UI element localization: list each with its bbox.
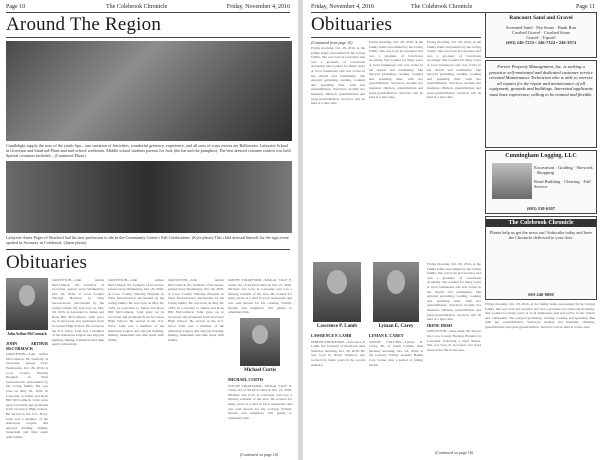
right-far-col-text: Friday morning, Oct. 28, 2016, at the family home surrounded by her loving family. She was born in Lancaster and was a graduate of Colebrook Academy. She worked for many years at local businesses and was active in her church and community. She enjoyed gardening, reading, cooking and spending time with her grandchildren. Survivors include her husband, children, grandchildren and great-grandchildren. Services will be held at a later date.: [485, 302, 595, 329]
obit-top-rule: [6, 249, 290, 250]
john-mccormack-portrait: [6, 278, 48, 330]
lawrence-lamb-portrait: [313, 262, 361, 322]
excavator-image: [492, 163, 532, 199]
irish-headline: IRENE IRISH: [427, 322, 453, 328]
lyman-text: SOUTH COLLINS—Lyman E. Carey, 86, of South Collins, died Monday morning, Oct. 24, 2016, at the Country Village Genesis Health Care Center after a period of failing health.: [369, 339, 423, 367]
around-region-heading: Around The Region: [6, 14, 162, 35]
rancourt-ad: [485, 12, 597, 58]
lyman-carey-portrait: [373, 262, 419, 322]
left-continued: (Continued on page 16): [240, 452, 279, 457]
right-col3: Friday morning, Oct. 28, 2016, at the family home surrounded by her loving family. She was born in Lancaster and was a graduate of Colebrook Academy. She worked for many years at local businesses and was active in her church and community. She enjoyed gardening, reading, cooking and spending time with her grandchildren. Survivors include her husband, children, grandchildren and great-grandchildren. Services will be held at a later date.: [427, 40, 481, 100]
right-folio-page: Page 11: [576, 4, 595, 10]
cunningham-phone: (603) 538-6307: [526, 206, 556, 211]
john-mccormack-name: John Arthur McCormack: [7, 332, 47, 336]
obit1-text: GROVETON—John Arthur McCormack, 83, formerly of Groveton, passed away Wednesday, Oct. 26, 2016, at Coos County Nursing Hospital in West Stewartstown surrounded by his loving family. He was born on May 29, 1933, in Lancaster to James and Rose Hill McCormack. John grew up in Groveton and graduated from Groveton High School. He served in the U.S. Navy. John was a member of the American Legion and enjoyed hunting, fishing, basketball and time spent with family.: [6, 352, 48, 439]
obit1-headline: JOHN ARTHUR McCORMACK: [6, 341, 48, 351]
continued-from: (Continued from page 10): [311, 40, 353, 45]
right-folio-date: Friday, November 4, 2016: [311, 4, 375, 10]
lawrence-headline: LAWRENCE P. LAMB: [311, 333, 352, 338]
lawrence-text: NORTH STRATFORD—Lawrence P. Lamb, 84, formerly of Stratford, died Saturday morning, Oct. 29, 2016. He was born in North Stratford and worked for many years in the woods industry.: [311, 339, 365, 367]
rancourt-line1: Screened Sand · Pea Stone · Bank Run: [505, 25, 577, 30]
cunningham-line2: Road Building · Clearing · Full Service: [534, 179, 591, 189]
right-folio-paper: The Colebrook Chronicle: [411, 4, 473, 10]
rancourt-title: Rancourt Sand and Gravel: [509, 15, 573, 21]
community-center-photo: [6, 161, 292, 233]
michael-curtis-name: Michael Curtis: [243, 368, 277, 373]
lyman-col: [369, 332, 423, 454]
page-gutter: [298, 0, 303, 460]
obit1-col3: GROVETON—John Arthur McCormack, 83, formerly of Groveton, passed away Wednesday, Oct. 26, 2016, at Coos County Nursing Hospital in West Stewartstown surrounded by his loving family. He was born on May 29, 1933, in Lancaster to James and Rose Hill McCormack. John grew up in Groveton and graduated from Groveton High School. He served in the U.S. Navy. John was a member of the American Legion and enjoyed hunting, fishing, basketball and time spent with family.: [108, 278, 164, 342]
obit2-headline: MICHAEL CURTIS: [228, 377, 264, 382]
irish-lead-text: Friday morning, Oct. 28, 2016, at the family home surrounded by her loving family. She was born in Lancaster and was a graduate of Colebrook Academy. She worked for many years at local businesses and was active in her church and community. She enjoyed gardening, reading, cooking and spending time with her grandchildren. Survivors include her husband, children, grandchildren and great-grandchildren. Services will be held at a later date.: [427, 262, 481, 322]
left-top-rule: [6, 12, 290, 13]
photo1-caption: Candlelight supply the tone of the youth Spa... one variation of festivities, wonderful greenery, experience, and all sorts of ways moves are Halloween. Lafayette School in Groveton and Stratford-Plans and mid-school weekends. Middle school students parents for Jack (the hat and the pumpkin). The best dressed costume contest was held Special costumes included... (Continued Photo): [6, 143, 291, 158]
photo2-caption: Lafayette Ames Pages of Stratford had his new profession to tile in the Community Center's Fall Celebrations. (Kyle photo) This child dressed himself for the sign event spotted in Swanzey in Colebrook. (Jason photo): [6, 235, 289, 245]
irish-col: [427, 262, 481, 448]
obit2-col-bottom: [228, 376, 292, 452]
rancourt-line3: Gravel · Topsoil: [526, 35, 556, 40]
lyman-headline: LYMAN E. CAREY: [369, 333, 404, 338]
cunningham-title: Cunningham Logging, LLC: [505, 153, 577, 159]
rancourt-line2: Crushed Gravel · Crushed Stone: [511, 30, 571, 35]
right-col1: Friday morning, Oct. 28, 2016, at the family home surrounded by her loving family. She was born in Lancaster and was a graduate of Colebrook Academy. She worked for many years at local businesses and was active in her church and community. She enjoyed gardening, reading, cooking and spending time with her grandchildren. Survivors include her husband, children, grandchildren and great-grandchildren. Services will be held at a later date.: [311, 46, 365, 106]
lyman-carey-name: Lyman E. Carey: [378, 324, 414, 329]
obituaries-heading-left: Obituaries: [6, 252, 88, 273]
left-folio-page: Page 10: [6, 4, 26, 10]
heading-rule: [6, 37, 290, 38]
chronicle-ad-phone: 603-246-8000: [528, 292, 554, 297]
left-folio-date: Friday, November 4, 2016: [226, 4, 290, 10]
chronicle-ad-title: The Colebrook Chronicle: [486, 219, 596, 227]
fortier-ad: [485, 60, 597, 148]
halloween-photo: [6, 41, 292, 141]
left-page: [0, 0, 296, 460]
michael-curtis-portrait: [240, 318, 280, 366]
right-page: [305, 0, 601, 460]
chronicle-ad-text: Please help us get the news out! Subscribe today and have the Chronicle delivered to your door.: [489, 230, 593, 241]
obit2-text: SOUTH STRATFORD—Michael "Chef" E. Curtis, 62, of Stratford died on Oct. 21, 2016. Michael was born in Lancaster and was a lifelong resident of the area. He worked for many years as a chef in local restaurants and was well known for his cooking. Family, friends and neighbors will gather to remember him.: [228, 383, 292, 420]
obit1-col4: GROVETON—John Arthur McCormack, 83, formerly of Groveton, passed away Wednesday, Oct. 26, 2016, at Coos County Nursing Hospital in West Stewartstown surrounded by his loving family. He was born on May 29, 1933, in Lancaster to James and Rose Hill McCormack. John grew up in Groveton and graduated from Groveton High School. He served in the U.S. Navy. John was a member of the American Legion and enjoyed hunting, fishing, basketball and time spent with family.: [168, 278, 224, 342]
obit1-col1: [6, 340, 48, 456]
cunningham-line1: Excavation · Grading · Sitework · Shopping: [534, 165, 593, 175]
right-col2: Friday morning, Oct. 28, 2016, at the family home surrounded by her loving family. She was born in Lancaster and was a graduate of Colebrook Academy. She worked for many years at local businesses and was active in her church and community. She enjoyed gardening, reading, cooking and spending time with her grandchildren. Survivors include her husband, children, grandchildren and great-grandchildren. Services will be held at a later date.: [369, 40, 423, 100]
fortier-text: Fortier Property Management, Inc. is seeking a proactive self-motivated and dedicated customer service oriented Maintenance Technician who is able to oversee all repairs for the repair and maintenance of all equipment, grounds and buildings. Interested applicants must have experience, willing to be trained and flexible.: [489, 64, 593, 97]
obituaries-heading-right: Obituaries: [311, 14, 393, 35]
left-folio-paper: The Colebrook Chronicle: [106, 4, 168, 10]
obit2-col-top: SOUTH STRATFORD—Michael "Chef" E. Curtis, 62, of Stratford died on Oct. 21, 2016. Michael was born in Lancaster and was a lifelong resident of the area. He worked for many years as a chef in local restaurants and was well known for his cooking. Family, friends and neighbors will gather to remember him.: [228, 278, 292, 315]
chronicle-ad: [485, 216, 597, 300]
lawrence-lamb-name: Lawrence P. Lamb: [316, 324, 358, 329]
rancourt-phone: (603) 246-7233 • 246-7324 • 246-3974: [505, 40, 577, 45]
right-heading-rule: [311, 37, 481, 38]
right-far-col: [485, 302, 595, 452]
obit1-col2: GROVETON—John Arthur McCormack, 83, formerly of Groveton, passed away Wednesday, Oct. 26, 2016, at Coos County Nursing Hospital in West Stewartstown surrounded by his loving family. He was born on May 29, 1933, in Lancaster to James and Rose Hill McCormack. John grew up in Groveton and graduated from Groveton High School. He served in the U.S. Navy. John was a member of the American Legion and enjoyed hunting, fishing, basketball and time spent with family.: [52, 278, 104, 347]
irish-text: GROVETON—Irene Irish, 90, died at the Coos County Nursing Hospital in Lancaster following a brief illness. She was born in Groveton and lived most of her life in the area.: [427, 329, 481, 352]
cunningham-ad: [485, 150, 597, 214]
right-continued: (Continued on page 16): [435, 450, 474, 455]
lawrence-col: [311, 332, 365, 454]
